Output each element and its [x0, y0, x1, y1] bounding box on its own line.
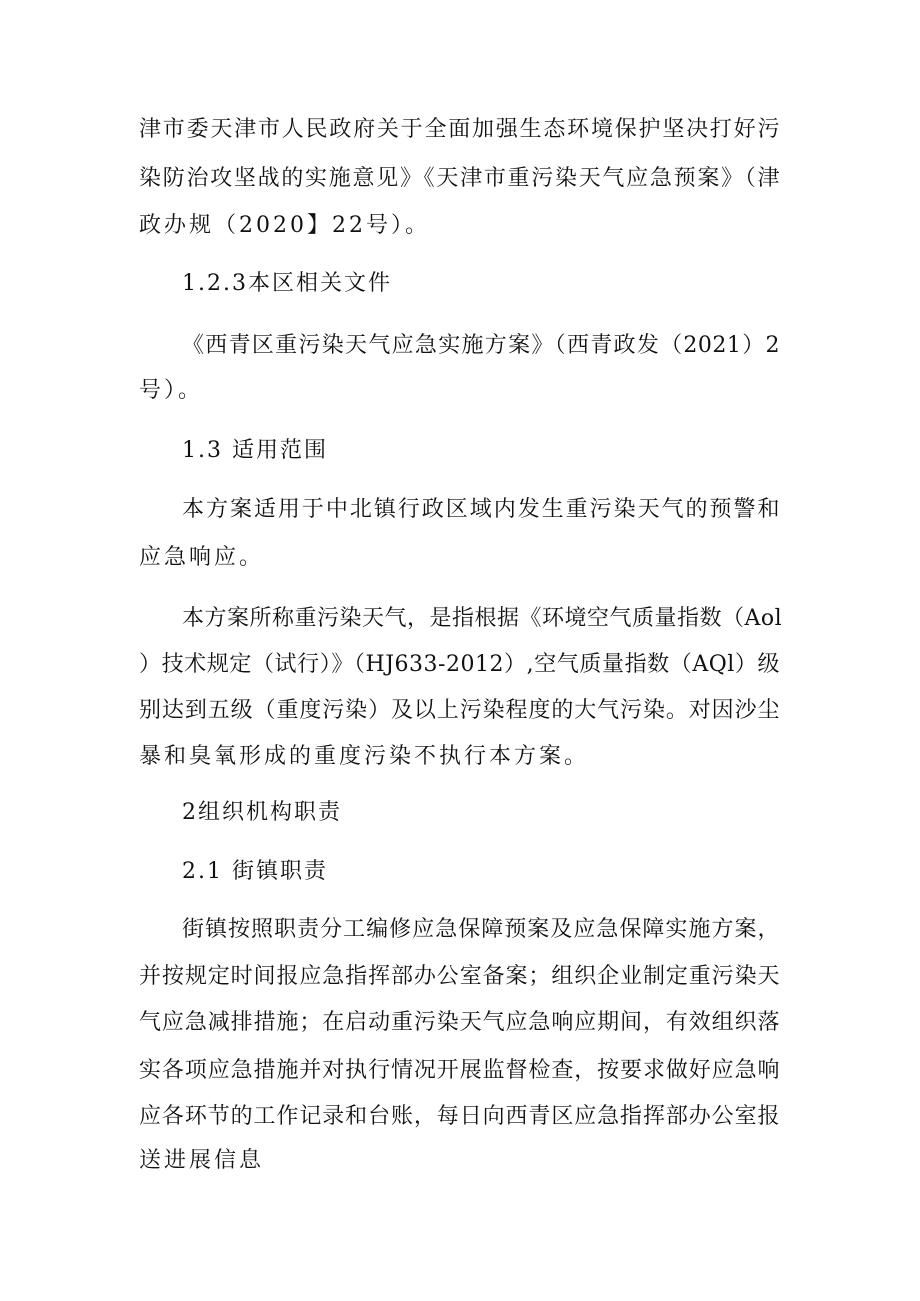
paragraph-line: 号）。: [139, 378, 204, 403]
paragraph-line: 应急响应。: [139, 545, 265, 570]
paragraph-line: 染防治攻坚战的实施意见》《天津市重污染天气应急预案》（津: [139, 166, 780, 191]
paragraph-line: ）技术规定（试行）》（HJ633-2012）,空气质量指数（AQl）级: [139, 652, 780, 677]
section-heading: 2组织机构职责: [182, 800, 342, 825]
paragraph-line: 并按规定时间报应急指挥部办公室备案；组织企业制定重污染天: [139, 964, 780, 989]
paragraph-line: 气应急减排措施；在启动重污染天气应急响应期间，有效组织落: [139, 1010, 780, 1035]
paragraph-line: 别达到五级（重度污染）及以上污染程度的大气污染。对因沙尘: [139, 698, 780, 723]
section-heading: 1.2.3本区相关文件: [182, 271, 392, 296]
paragraph-line: 《西青区重污染天气应急实施方案》（西青政发（2021）2: [182, 333, 780, 358]
paragraph-line: 实各项应急措施并对执行情况开展监督检查，按要求做好应急响: [139, 1058, 780, 1083]
section-heading: 1.3 适用范围: [182, 438, 328, 463]
paragraph-line: 街镇按照职责分工编修应急保障预案及应急保障实施方案，: [182, 917, 780, 942]
paragraph-line: 本方案适用于中北镇行政区域内发生重污染天气的预警和: [182, 497, 780, 522]
paragraph-line: 本方案所称重污染天气，是指根据《环境空气质量指数（Aol: [182, 606, 783, 631]
paragraph-line: 津市委天津市人民政府关于全面加强生态环境保护坚决打好污: [139, 117, 780, 142]
paragraph-line: 应各环节的工作记录和台账，每日向西青区应急指挥部办公室报: [139, 1104, 780, 1129]
paragraph-line: 暴和臭氧形成的重度污染不执行本方案。: [139, 744, 590, 769]
section-heading: 2.1 街镇职责: [182, 859, 328, 884]
paragraph-line: 政办规（2020】22号）。: [139, 213, 430, 238]
paragraph-line: 送进展信息: [139, 1148, 265, 1173]
